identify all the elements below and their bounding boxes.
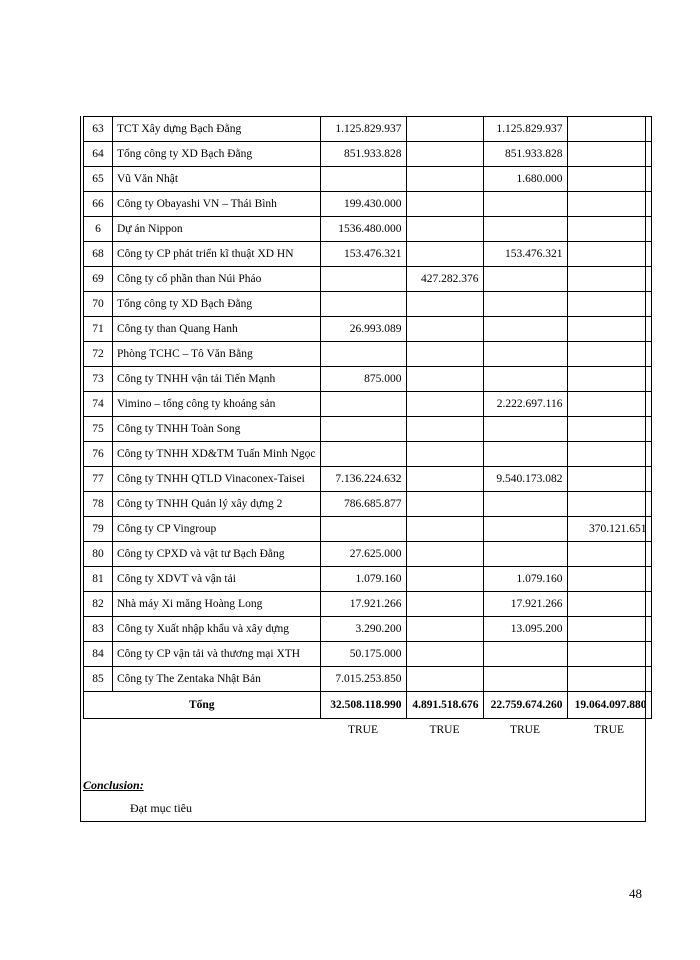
company-name: Công ty cổ phần than Núi Pháo [113,267,321,292]
amount-col-3: 17.921.266 [483,592,567,617]
row-number: 72 [84,342,113,367]
table-row [84,342,652,367]
company-name: Công ty XDVT và vận tải [113,567,321,592]
table-row [84,467,652,492]
company-name: Công ty TNHH Toàn Song [113,417,321,442]
amount-col-1: 26.993.089 [320,317,406,342]
amount-col-2 [406,642,483,667]
row-number: 69 [84,267,113,292]
amount-col-2: 427.282.376 [406,267,483,292]
amount-col-2 [406,192,483,217]
table-row [84,567,652,592]
table-row [84,642,652,667]
check-flag: TRUE [593,724,625,736]
amount-col-4 [567,267,651,292]
amount-col-3 [483,442,567,467]
company-name: Công ty Obayashi VN – Thái Bình [113,192,321,217]
company-name: Dự án Nippon [113,217,321,242]
amount-col-4 [567,567,651,592]
amount-col-2 [406,517,483,542]
amount-col-2 [406,167,483,192]
amount-col-1 [320,167,406,192]
amount-col-3 [483,267,567,292]
amount-col-2 [406,492,483,517]
amount-col-3 [483,542,567,567]
row-number: 77 [84,467,113,492]
amount-col-3: 851.933.828 [483,142,567,167]
amount-col-1: 1.125.829.937 [320,117,406,142]
amount-col-4 [567,467,651,492]
amount-col-1 [320,517,406,542]
amount-col-1: 1536.480.000 [320,217,406,242]
ledger-body [84,117,652,742]
row-number: 63 [84,117,113,142]
company-name: Công ty Xuất nhập khẩu và xây dựng [113,617,321,642]
check-spacer [84,719,321,742]
table-row [84,592,652,617]
total-row [84,692,652,719]
table-row [84,542,652,567]
table-row [84,167,652,192]
amount-col-3 [483,642,567,667]
amount-col-1 [320,392,406,417]
table-row [84,667,652,692]
amount-col-4 [567,217,651,242]
amount-col-1: 17.921.266 [320,592,406,617]
amount-col-1 [320,292,406,317]
amount-col-2 [406,592,483,617]
row-number: 68 [84,242,113,267]
amount-col-4 [567,192,651,217]
row-number: 64 [84,142,113,167]
total-col-1: 32.508.118.990 [320,692,406,719]
amount-col-3 [483,517,567,542]
row-number: 81 [84,567,113,592]
total-col-4: 19.064.097.880 [567,692,651,719]
amount-col-1: 153.476.321 [320,242,406,267]
amount-col-4 [567,167,651,192]
total-col-3: 22.759.674.260 [483,692,567,719]
check-row [84,719,652,742]
table-row [84,192,652,217]
amount-col-1 [320,342,406,367]
amount-col-4 [567,142,651,167]
amount-col-4 [567,617,651,642]
row-number: 78 [84,492,113,517]
amount-col-3: 9.540.173.082 [483,467,567,492]
amount-col-2 [406,442,483,467]
row-number: 71 [84,317,113,342]
table-row [84,492,652,517]
table-row [84,217,652,242]
company-name: Công ty The Zentaka Nhật Bản [113,667,321,692]
table-row [84,617,652,642]
company-name: Công ty than Quang Hanh [113,317,321,342]
amount-col-1: 7.136.224.632 [320,467,406,492]
amount-col-2 [406,292,483,317]
total-col-2: 4.891.518.676 [406,692,483,719]
amount-col-4 [567,442,651,467]
amount-col-1: 1.079.160 [320,567,406,592]
amount-col-1 [320,417,406,442]
amount-col-2 [406,567,483,592]
row-number: 84 [84,642,113,667]
amount-col-4 [567,417,651,442]
amount-col-3 [483,492,567,517]
amount-col-2 [406,217,483,242]
company-name: Tổng công ty XD Bạch Đằng [113,142,321,167]
amount-col-2 [406,467,483,492]
table-row [84,417,652,442]
amount-col-1: 3.290.200 [320,617,406,642]
amount-col-4 [567,392,651,417]
amount-col-2 [406,417,483,442]
table-row [84,317,652,342]
amount-col-3 [483,292,567,317]
total-label: Tổng [84,692,321,719]
amount-col-3 [483,217,567,242]
amount-col-1: 875.000 [320,367,406,392]
row-number: 80 [84,542,113,567]
amount-col-3 [483,667,567,692]
amount-col-4 [567,642,651,667]
amount-col-2 [406,117,483,142]
amount-col-4 [567,317,651,342]
amount-col-1: 199.430.000 [320,192,406,217]
amount-col-3: 153.476.321 [483,242,567,267]
amount-col-3: 2.222.697.116 [483,392,567,417]
amount-col-4 [567,542,651,567]
amount-col-2 [406,392,483,417]
amount-col-4 [567,667,651,692]
amount-col-1 [320,442,406,467]
company-name: Công ty TNHH QTLD Vinaconex-Taisei [113,467,321,492]
company-name: Công ty TNHH vận tải Tiến Mạnh [113,367,321,392]
row-number: 66 [84,192,113,217]
table-row [84,392,652,417]
row-number: 82 [84,592,113,617]
amount-col-1: 851.933.828 [320,142,406,167]
row-number: 70 [84,292,113,317]
amount-col-2 [406,617,483,642]
table-row [84,517,652,542]
company-name: Vimino – tổng công ty khoáng sản [113,392,321,417]
amount-col-4 [567,342,651,367]
conclusion-label: Conclusion: [83,778,144,792]
company-name: Phòng TCHC – Tô Văn Bằng [113,342,321,367]
company-name: TCT Xây dựng Bạch Đằng [113,117,321,142]
table-row [84,117,652,142]
company-name: Công ty CP Vingroup [113,517,321,542]
amount-col-3: 13.095.200 [483,617,567,642]
row-number: 65 [84,167,113,192]
ledger-table [83,116,652,741]
amount-col-2 [406,317,483,342]
amount-col-1: 27.625.000 [320,542,406,567]
amount-col-1 [320,267,406,292]
row-number: 83 [84,617,113,642]
company-name: Vũ Văn Nhật [113,167,321,192]
amount-col-3 [483,417,567,442]
company-name: Nhà máy Xi măng Hoàng Long [113,592,321,617]
table-row [84,267,652,292]
amount-col-1: 50.175.000 [320,642,406,667]
amount-col-3: 1.125.829.937 [483,117,567,142]
amount-col-4 [567,292,651,317]
check-flag: TRUE [509,724,541,736]
company-name: Công ty TNHH Quản lý xây dựng 2 [113,492,321,517]
table-row [84,292,652,317]
check-flag: TRUE [429,724,460,736]
row-number: 74 [84,392,113,417]
table-row [84,242,652,267]
check-flag: TRUE [347,724,379,736]
row-number: 75 [84,417,113,442]
table-row [84,367,652,392]
amount-col-2 [406,242,483,267]
amount-col-4 [567,592,651,617]
amount-col-4: 370.121.651 [567,517,651,542]
amount-col-2 [406,142,483,167]
table-row [84,442,652,467]
conclusion-text: Đạt mục tiêu [130,801,192,815]
amount-col-2 [406,667,483,692]
company-name: Tổng công ty XD Bạch Đằng [113,292,321,317]
amount-col-1: 786.685.877 [320,492,406,517]
amount-col-4 [567,367,651,392]
row-number: 79 [84,517,113,542]
company-name: Công ty CP vận tải và thương mại XTH [113,642,321,667]
amount-col-3 [483,367,567,392]
amount-col-4 [567,117,651,142]
amount-col-4 [567,242,651,267]
table-row [84,142,652,167]
amount-col-4 [567,492,651,517]
amount-col-3: 1.079.160 [483,567,567,592]
amount-col-3 [483,342,567,367]
amount-col-2 [406,542,483,567]
amount-col-3 [483,192,567,217]
row-number: 76 [84,442,113,467]
row-number: 85 [84,667,113,692]
company-name: Công ty CP phát triển kĩ thuật XD HN [113,242,321,267]
amount-col-1: 7.015.253.850 [320,667,406,692]
company-name: Công ty CPXD và vật tư Bạch Đằng [113,542,321,567]
company-name: Công ty TNHH XD&TM Tuấn Minh Ngọc [113,442,321,467]
amount-col-2 [406,342,483,367]
row-number: 73 [84,367,113,392]
amount-col-3 [483,317,567,342]
amount-col-2 [406,367,483,392]
row-number: 6 [84,217,113,242]
page-number: 48 [629,886,642,901]
amount-col-3: 1.680.000 [483,167,567,192]
